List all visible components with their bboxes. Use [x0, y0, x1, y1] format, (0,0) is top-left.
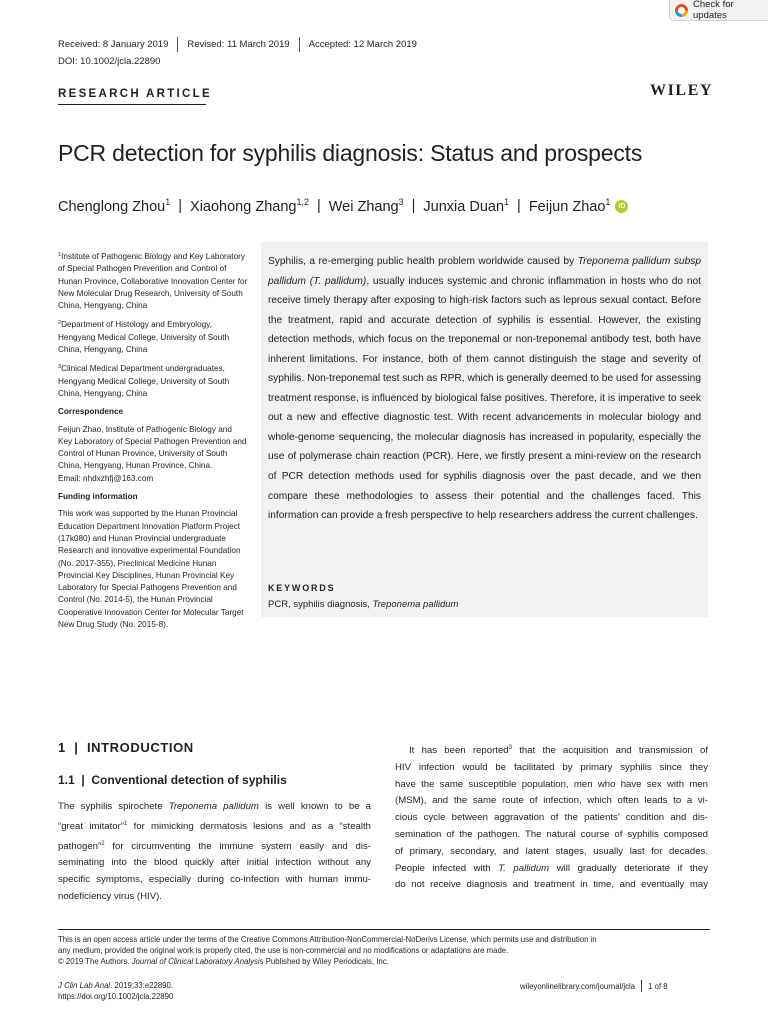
- text-line: “great imitator”$^1$ for mimicking dermatosis lesions and as a “stealth: [58, 820, 372, 832]
- text-line: do not receive diagnosis and treatment in time, and eventually may: [395, 879, 708, 891]
- body-text-right: [395, 740, 708, 894]
- crossmark-icon: [675, 4, 688, 17]
- body-text-left: [58, 799, 371, 906]
- affiliation: $^1$Institute of Pathogenic Biology and Key Laboratory of Special Pathogen Prevention and Control of Hunan Province, Collaborative Innovation Center for New Molecular Drug Research, University of South China, Hengyang, China: [58, 252, 248, 311]
- divider: [58, 104, 206, 105]
- email-link[interactable]: Email: nhdxzhfj@163.com: [58, 473, 154, 483]
- abstract: Syphilis, a re-emerging public health problem worldwide caused by Treponema pallidum subsp pallidum (T. pallidum), usually induces systemic and chronic inflammation in hosts who do not receive timely therapy after exposing to high-risk factors such as leprous sexual contact. Before the treatment, rapid and accurate detection of syphilis is essential. However, the existing detection methods, which focus on the treponemal or non-treponemal antibody test, both have inherent limitations. For instance, both of them cannot distinguish the stage and severity of syphilis. Non-treponemal test such as RPR, which is generally deemed to be used for assessing treatment response, is influenced by biological false positives. Therefore, it is imperative to seek out a new and effective diagnostic test. With recent advancements in molecular biology and whole-genome sequencing, the molecular diagnosis has increased in popularity, especially the use of polymerase chain reaction (PCR). Here, we firstly present a mini-review on the research of PCR detection methods used for syphilis diagnosis over the past decade, and we then compare these methodologies to assess their potential and the challenges faced. This information can provide a fresh perspective to help researchers address the current challenges.: [261, 242, 708, 617]
- author[interactable]: Feijun Zhao$^1$: [528, 197, 611, 215]
- author[interactable]: Junxia Duan$^1$: [423, 197, 510, 215]
- author[interactable]: Chenglong Zhou$^1$: [58, 197, 171, 215]
- text-line: cious cycle between aggravation of the patients’ condition and dis-: [395, 812, 708, 824]
- check-for-updates-label: Check for updates: [693, 0, 734, 21]
- funding-heading: Funding information: [58, 492, 138, 502]
- footer-right: [520, 980, 668, 992]
- accepted-date: Accepted: 12 March 2019: [308, 39, 417, 50]
- text-line: have the same susceptible population, men who have sex with men: [395, 778, 708, 790]
- article-dates: [58, 37, 417, 52]
- text-line: It has been reported$^3$ that the acquisition and transmission of: [409, 745, 708, 756]
- text-line: specific symptoms, especially during co-infection with human immu-: [58, 874, 371, 886]
- revised-date: Revised: 11 March 2019: [187, 39, 290, 50]
- correspondence-text: Feijun Zhao, Institute of Pathogenic Biology and Key Laboratory of Special Pathogen Prevention and Control of Hunan Province, University of South China, Hengyang, Hunan Province, China.: [58, 424, 247, 471]
- text-line: nodeficiency virus (HIV).: [58, 890, 162, 902]
- subsection-heading: 1.1 | Conventional detection of syphilis: [58, 773, 287, 787]
- author[interactable]: Xiaohong Zhang$^{1,2}$: [190, 197, 309, 215]
- doi-link[interactable]: https://doi.org/10.1002/jcla.22890: [58, 992, 174, 1001]
- divider: [58, 929, 710, 930]
- license-notice: This is an open access article under the terms of the Creative Commons Attribution-NonCommercial-NoDerivs License, which permits use and distribution in any medium, provided the original work is properly cited, the use is non-commercial and no modifications or adaptations are made. © 2019 The Authors. Journal of Clinical Laboratory Analysis Published by Wiley Periodicals, Inc.: [58, 935, 597, 966]
- author-list: Chenglong Zhou$^1$ | Xiaohong Zhang$^{1,2}$ | Wei Zhang$^3$ | Junxia Duan$^1$ | Feijun Zhao$^1$ iD: [58, 197, 628, 215]
- orcid-icon[interactable]: iD: [615, 200, 628, 213]
- divider: [299, 37, 300, 52]
- received-date: Received: 8 January 2019: [58, 39, 169, 50]
- text-line: of primary, secondary, and latent stages, usually last for decades.: [395, 845, 708, 857]
- text-line: semination of the pathogen. The natural course of syphilis composed: [395, 828, 708, 840]
- affiliations: [58, 249, 248, 636]
- text-line: pathogen”$^2$ for circumventing the immune system easily and dis-: [58, 840, 371, 852]
- keywords-heading: KEYWORDS: [268, 583, 336, 593]
- doi: DOI: 10.1002/jcla.22890: [58, 56, 161, 67]
- affiliation: $^2$Department of Histology and Embryology, Hengyang Medical College, University of South China, Hengyang, China: [58, 320, 230, 355]
- funding-text: This work was supported by the Hunan Provincial Education Department Innovation Platform Project (17k080) and Hunan Provincial undergraduate Research and innovative experimental Foundation (No. 2017-355), Preclinical Medicine Hunan Provincial Key Disciplines, Hunan Provincial Key Laboratory for Special Pathogens Prevention and Control (No. 2014-5), the Hunan Provincial Cooperative Innovation Center for Molecular Target New Drug Study (No. 2015-8).: [58, 509, 244, 630]
- affiliation: $^3$Clinical Medical Department undergraduates, Hengyang Medical College, University of South China, Hengyang, China: [58, 364, 230, 398]
- publisher-logo: WILEY: [650, 82, 714, 99]
- text-line: HIV infection would be facilitated by primary syphilis since they: [395, 761, 708, 773]
- article-type: RESEARCH ARTICLE: [58, 88, 212, 100]
- page-number: 1 of 8: [648, 981, 668, 991]
- text-line: seminating into the blood quickly after initial infection without any: [58, 857, 371, 869]
- text-line: People infected with T. pallidum will gradually deteriorate if they: [395, 862, 708, 874]
- section-heading: 1 | INTRODUCTION: [58, 740, 194, 755]
- citation: J Clin Lab Anal. 2019;33:e22890. https://doi.org/10.1002/jcla.22890: [58, 981, 174, 1001]
- journal-site-link[interactable]: wileyonlinelibrary.com/journal/jcla: [520, 981, 636, 991]
- author[interactable]: Wei Zhang$^3$: [328, 197, 404, 215]
- correspondence-heading: Correspondence: [58, 407, 124, 417]
- check-for-updates-button[interactable]: [669, 0, 768, 21]
- divider: [641, 980, 642, 992]
- text-line: The syphilis spirochete Treponema pallidum is well known to be a: [58, 801, 372, 812]
- keywords: PCR, syphilis diagnosis, Treponema pallidum: [268, 599, 459, 610]
- text-line: (MSM), and the same route of infection, which often leads to a vi-: [395, 795, 708, 807]
- page-title: PCR detection for syphilis diagnosis: Status and prospects: [58, 140, 643, 166]
- divider: [177, 37, 178, 52]
